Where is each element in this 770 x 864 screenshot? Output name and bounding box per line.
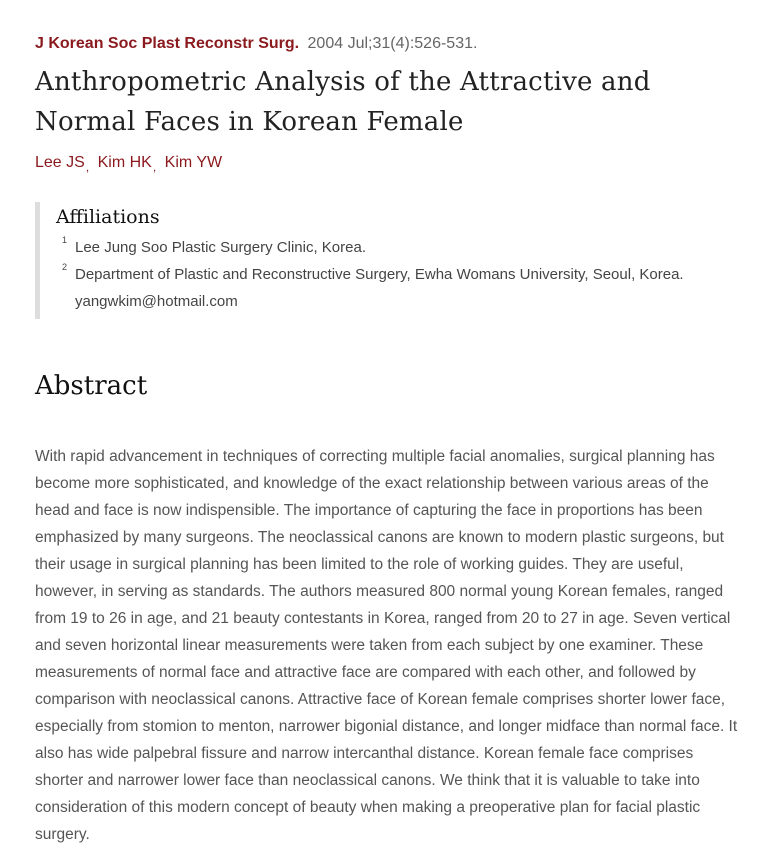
affiliation-item <box>56 234 745 261</box>
citation-info: 2004 Jul;31(4):526-531. <box>307 35 478 52</box>
abstract-heading: Abstract <box>35 371 148 402</box>
affiliation-text: Department of Plastic and Reconstructive Surgery, Ewha Womans University, Seoul, Korea. <box>75 266 684 284</box>
author-separator: , <box>85 160 90 175</box>
abstract-body: With rapid advancement in techniques of correcting multiple facial anomalies, surgical planning has become more sophisticated, and knowledge of the exact relationship between various areas of the head and face is now indispensible. The importance of capturing the face in proportions has been emphasized by many surgeons. The neoclassical canons are known to modern plastic surgeons, but their usage in surgical planning has been limited to the role of working guides. They are useful, however, in serving as standards. The authors measured 800 normal young Korean females, ranged from 19 to 26 in age, and 21 beauty contestants in Korea, ranged from 20 to 27 in age. Seven vertical and seven horizontal linear measurements were taken from each subject by one examiner. These measurements of normal face and attractive face are compared with each other, and followed by comparison with neoclassical canons. Attractive face of Korean female comprises shorter lower face, especially from stomion to menton, narrower bigonial distance, and longer midface than normal face. It also has wide palpebral fissure and narrow intercanthal distance. Korean female face comprises shorter and narrower lower face than neoclassical canons. We think that it is valuable to take into consideration of this modern concept of beauty when making a preoperative plan for facial plastic surgery. <box>35 448 738 844</box>
affiliation-text: Lee Jung Soo Plastic Surgery Clinic, Korea. <box>75 239 366 257</box>
affiliation-number: 1 <box>62 235 68 246</box>
article-title-line-2: Normal Faces in Korean Female <box>35 107 464 137</box>
author-link[interactable]: Kim HK <box>97 154 152 171</box>
affiliations-box <box>35 202 745 319</box>
affiliation-email <box>56 288 745 315</box>
article-title <box>35 62 745 142</box>
author-list <box>35 152 745 178</box>
affiliation-number: 2 <box>62 262 68 273</box>
email-text: yangwkim@hotmail.com <box>75 293 238 311</box>
author-link[interactable]: Kim YW <box>164 154 223 171</box>
citation-line <box>35 34 745 54</box>
article-page <box>35 0 745 864</box>
author-link[interactable]: Lee JS <box>35 154 85 171</box>
affiliation-item <box>56 261 745 288</box>
author-separator: , <box>152 160 157 175</box>
article-title-line-1: Anthropometric Analysis of the Attractive and <box>35 67 651 97</box>
journal-link[interactable]: J Korean Soc Plast Reconstr Surg. <box>35 35 300 52</box>
affiliations-heading: Affiliations <box>56 206 160 229</box>
